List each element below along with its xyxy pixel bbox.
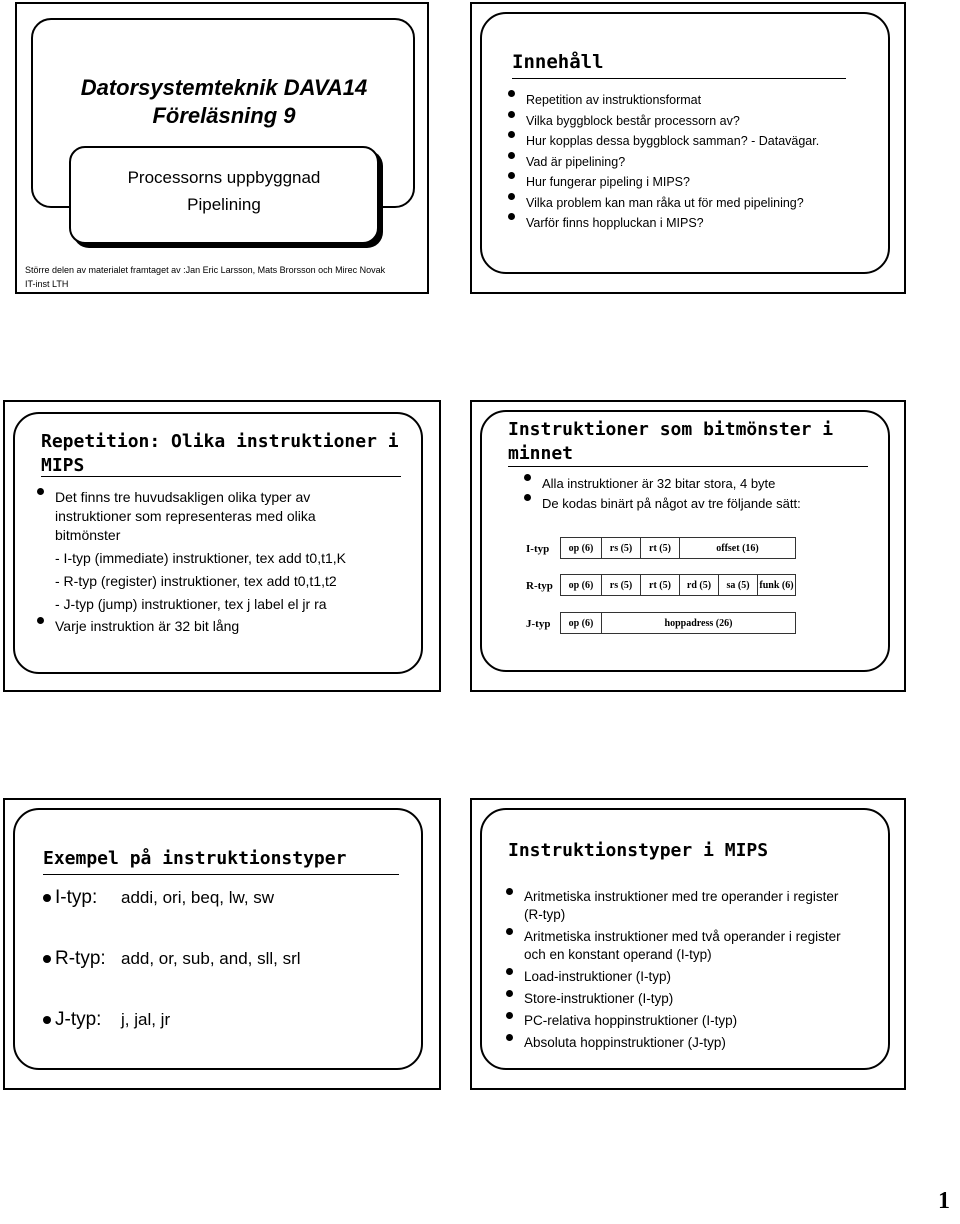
slide-examples-title: Exempel på instruktionstyper [43, 848, 347, 869]
bullet-encoding: De kodas binärt på något av tre följande sätt: [522, 494, 801, 514]
slide-contents [470, 2, 906, 294]
contents-item: Varför finns hoppluckan i MIPS? [506, 213, 819, 234]
title-line-2: Föreläsning 9 [152, 103, 296, 128]
title-line-2: minnet [508, 443, 574, 464]
field-funk: funk (6) [758, 575, 796, 596]
format-jtyp [560, 612, 796, 634]
example-type: J-typ: [55, 1009, 102, 1030]
title-underline [41, 476, 401, 477]
credit-text [25, 263, 385, 291]
slide-bitpatterns-title [508, 418, 833, 466]
sub-item-rtyp: - R-typ (register) instruktioner, tex add t0,t1,t2 [55, 573, 337, 589]
contents-item: Repetition av instruktionsformat [506, 90, 819, 111]
contents-item: Vilka byggblock består processorn av? [506, 111, 819, 132]
subtitle-line-2: Pipelining [187, 195, 261, 214]
field-rt: rt (5) [641, 538, 680, 559]
example-row-jtyp [43, 1008, 170, 1032]
instruction-types-list [504, 888, 844, 1052]
title-line-1: Repetition: Olika instruktioner i [41, 431, 399, 452]
contents-item: Vad är pipelining? [506, 152, 819, 173]
instruction-type-item: Aritmetiska instruktioner med tre operander i register (R-typ) [504, 888, 844, 924]
title-line-2: MIPS [41, 455, 85, 476]
title-underline [512, 78, 846, 79]
field-rd: rd (5) [680, 575, 719, 596]
instruction-type-item: PC-relativa hoppinstruktioner (I-typ) [504, 1012, 844, 1030]
bullet-size: Alla instruktioner är 32 bitar stora, 4 byte [522, 474, 801, 494]
field-op: op (6) [561, 575, 602, 596]
field-rs: rs (5) [602, 538, 641, 559]
contents-item: Hur fungerar pipeling i MIPS? [506, 172, 819, 193]
contents-item: Vilka problem kan man råka ut för med pipelining? [506, 193, 819, 214]
format-rtyp [560, 574, 796, 596]
slide-title [15, 2, 429, 294]
field-offset: offset (16) [680, 538, 796, 559]
field-address: hoppadress (26) [602, 613, 796, 634]
title-underline [43, 874, 399, 875]
slide-repetition-title [41, 430, 399, 478]
bullet-icon [43, 894, 51, 902]
slide-contents-title: Innehåll [512, 51, 604, 73]
slide-instruction-types-title: Instruktionstyper i MIPS [508, 840, 769, 861]
format-label-rtyp: R-typ [526, 580, 553, 592]
title-line-1: Instruktioner som bitmönster i [508, 419, 834, 440]
field-rt: rt (5) [641, 575, 680, 596]
contents-item: Hur kopplas dessa byggblock samman? - Datavägar. [506, 131, 819, 152]
example-ops: addi, ori, beq, lw, sw [121, 888, 275, 907]
subtitle-line-1: Processorns uppbyggnad [127, 168, 321, 187]
format-ityp [560, 537, 796, 559]
bullet-icon [43, 1016, 51, 1024]
format-label-jtyp: J-typ [526, 618, 551, 630]
subtitle-box [69, 146, 379, 244]
format-label-ityp: I-typ [526, 543, 550, 555]
field-sa: sa (5) [719, 575, 758, 596]
credit-line-1: Större delen av materialet framtaget av :Jan Eric Larsson, Mats Brorsson och Mirec Novak [25, 265, 386, 275]
instruction-type-item: Store-instruktioner (I-typ) [504, 990, 844, 1008]
slide-title-text [17, 74, 431, 130]
field-op: op (6) [561, 538, 602, 559]
slide-examples [3, 798, 441, 1090]
bullet-icon [43, 955, 51, 963]
page-number: 1 [938, 1188, 950, 1214]
example-row-ityp [43, 886, 274, 910]
credit-line-2: IT-inst LTH [25, 279, 69, 289]
example-ops: j, jal, jr [121, 1010, 171, 1029]
slide-instruction-types [470, 798, 906, 1090]
example-type: R-typ: [55, 948, 106, 969]
contents-list [506, 90, 819, 234]
example-ops: add, or, sub, and, sll, srl [121, 949, 301, 968]
sub-item-ityp: - I-typ (immediate) instruktioner, tex add t0,t1,K [55, 550, 347, 566]
slide-repetition [3, 400, 441, 692]
repetition-body [35, 488, 415, 636]
bullet-length: Varje instruktion är 32 bit lång [35, 617, 415, 636]
field-op: op (6) [561, 613, 602, 634]
title-line-1: Datorsystemteknik DAVA14 [80, 75, 368, 100]
bullet-types: Det finns tre huvudsakligen olika typer av instruktioner som representeras med olika bitmönster [35, 488, 365, 545]
instruction-type-item: Absoluta hoppinstruktioner (J-typ) [504, 1034, 844, 1052]
slide-bitpatterns [470, 400, 906, 692]
example-row-rtyp [43, 947, 301, 971]
title-underline [508, 466, 868, 467]
field-rs: rs (5) [602, 575, 641, 596]
sub-item-jtyp: - J-typ (jump) instruktioner, tex j label el jr ra [55, 596, 327, 612]
example-type: I-typ: [55, 887, 98, 908]
instruction-type-item: Aritmetiska instruktioner med två operander i register och en konstant operand (I-typ) [504, 928, 844, 964]
bitpattern-bullets [522, 474, 801, 514]
instruction-type-item: Load-instruktioner (I-typ) [504, 968, 844, 986]
